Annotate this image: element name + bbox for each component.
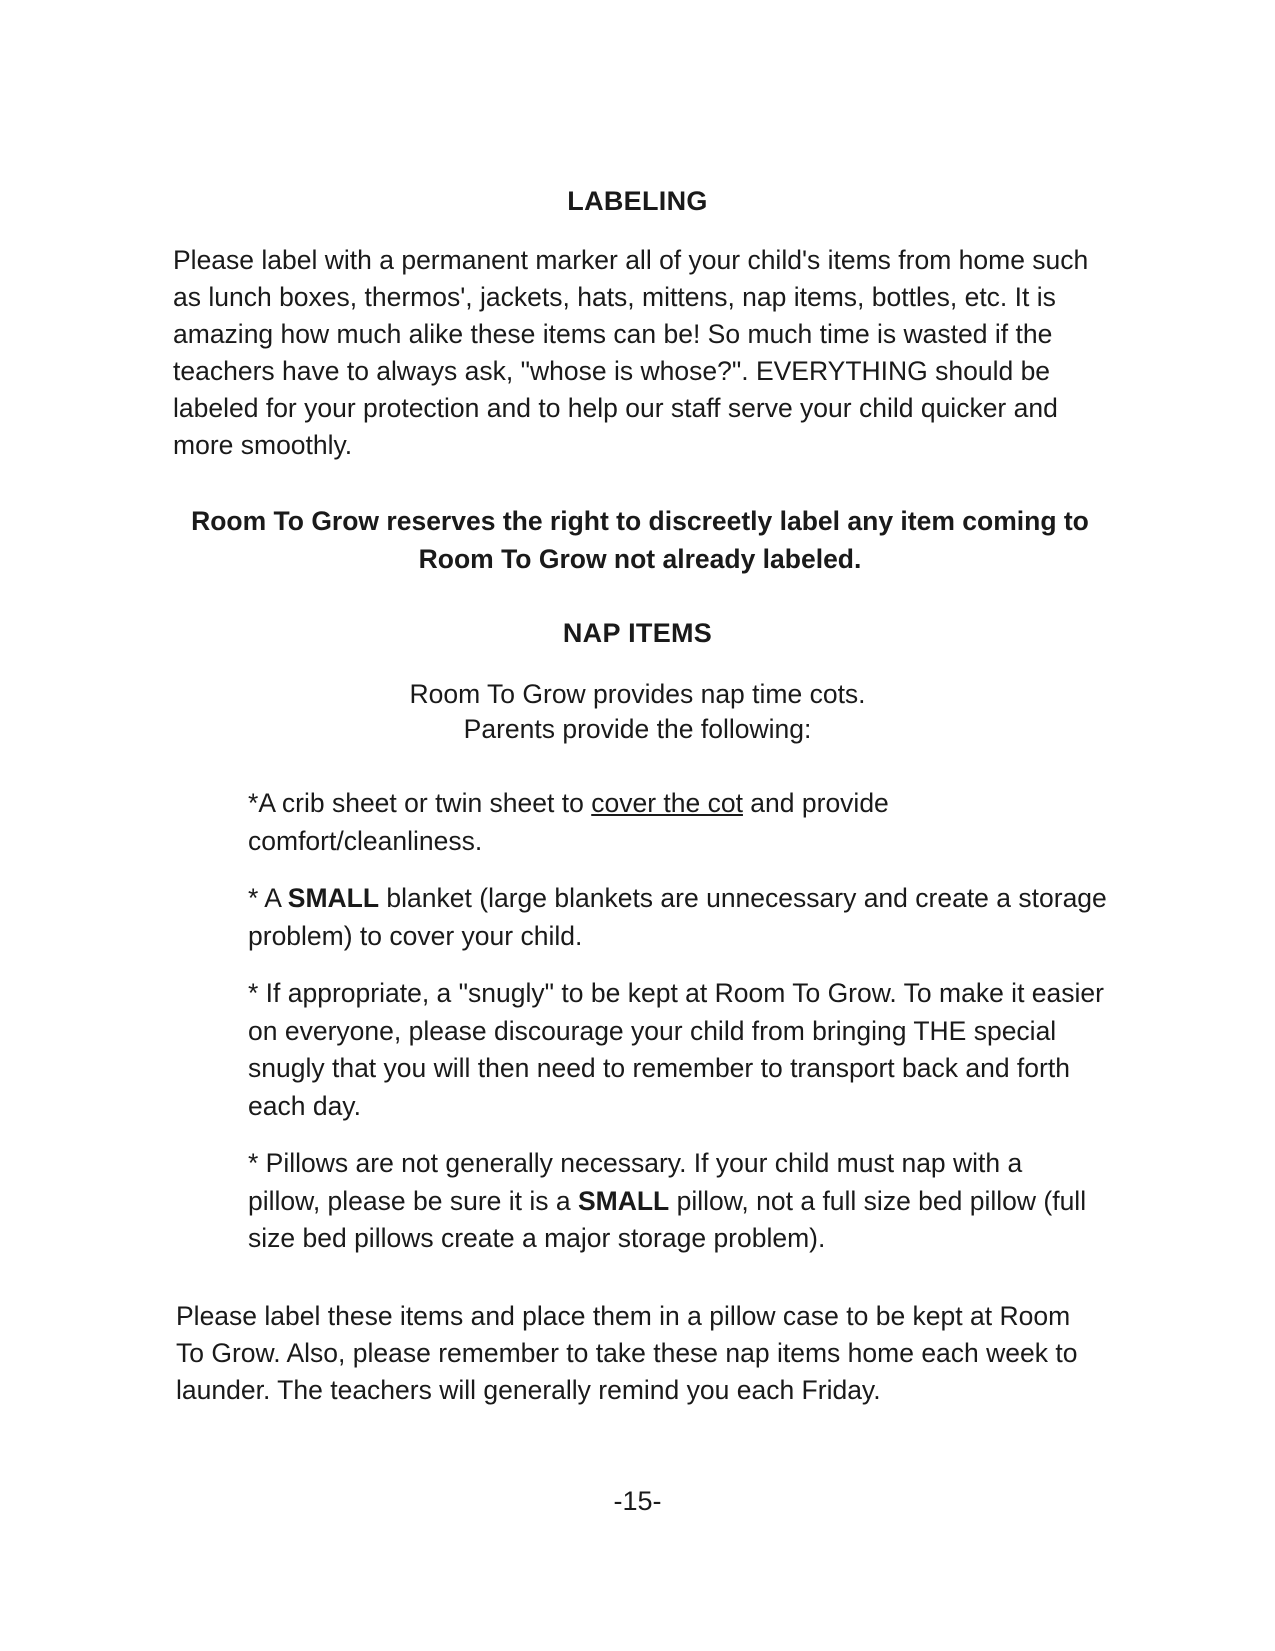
nap-item-pillow-suffix: pillow, not a full size bed pillow (full size bed pillows create a major storage problem). <box>248 1185 1087 1253</box>
nap-intro-line-1: Room To Grow provides nap time cots. <box>409 679 866 709</box>
nap-items-heading: NAP ITEMS <box>562 618 713 648</box>
nap-item-crib-sheet-prefix: *A crib sheet or twin sheet to <box>248 788 592 818</box>
nap-item-crib-sheet <box>248 785 968 860</box>
nap-item-blanket-prefix: * A <box>248 883 288 913</box>
nap-item-pillow <box>248 1145 1098 1258</box>
nap-item-blanket-bold: SMALL <box>287 883 380 913</box>
labeling-heading: LABELING <box>567 186 708 216</box>
nap-closing-paragraph: Please label these items and place them in a pillow case to be kept at Room To Grow. Also, please remember to take these nap items home each week to launder. The teachers will generally remind you each Friday. <box>176 1301 1078 1405</box>
nap-item-crib-sheet-suffix: and provide comfort/cleanliness. <box>248 788 889 856</box>
nap-item-pillow-bold: SMALL <box>577 1185 670 1216</box>
labeling-notice: Room To Grow reserves the right to discreetly label any item coming to Room To Grow not already labeled. <box>191 506 1089 574</box>
page-number: -15- <box>613 1486 662 1516</box>
nap-item-crib-sheet-underlined: cover the cot <box>591 788 743 818</box>
nap-item-pillow-prefix: * Pillows are not generally necessary. If your child must nap with a pillow, please be sure it is a <box>248 1148 1023 1216</box>
nap-item-blanket <box>248 880 1108 955</box>
labeling-paragraph: Please label with a permanent marker all of your child's items from home such as lunch boxes, thermos', jackets, hats, mittens, nap items, bottles, etc. It is amazing how much alike these items can be! So much time is wasted if the teachers have to always ask, "whose is whose?". EVERYTHING should be labeled for your protection and to help our staff serve your child quicker and more smoothly. <box>173 245 1089 460</box>
nap-item-snugly: * If appropriate, a "snugly" to be kept at Room To Grow. To make it easier on everyone, please discourage your child from bringing THE special snugly that you will then need to remember to transport back and forth each day. <box>248 978 1104 1121</box>
nap-intro-line-2: Parents provide the following: <box>463 714 812 744</box>
nap-item-blanket-suffix: blanket (large blankets are unnecessary and create a storage problem) to cover your child. <box>248 883 1107 951</box>
